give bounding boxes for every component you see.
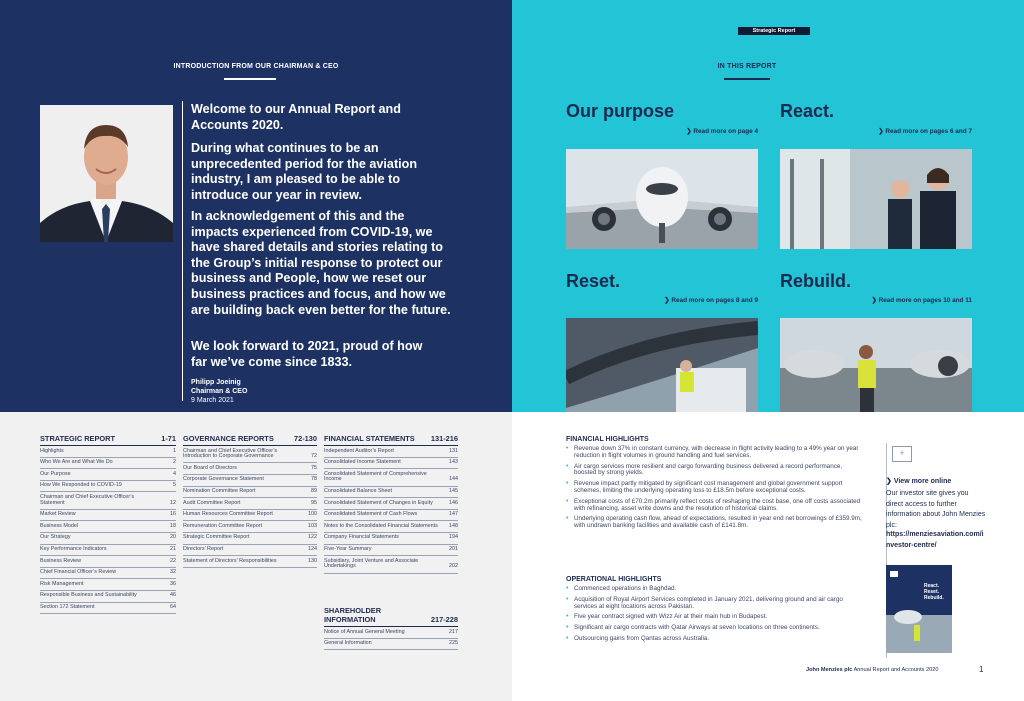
toc-section-header bbox=[183, 434, 317, 446]
toc-entry-title: Our Purpose bbox=[40, 470, 71, 477]
highlight-item: • Five year contract signed with Wizz Air at their main hub in Budapest. bbox=[566, 614, 866, 621]
signature-role: Chairman & CEO bbox=[191, 388, 248, 395]
chevron-right-icon: ❯ bbox=[871, 297, 879, 304]
online-text: Our investor site gives you direct access to further information about John Menzies plc: bbox=[886, 490, 986, 529]
toc-entry-title: How We Responded to COVID-19 bbox=[40, 482, 122, 489]
toc-entry[interactable] bbox=[183, 556, 317, 568]
toc-entry-page: 36 bbox=[170, 580, 176, 587]
toc-entry[interactable] bbox=[183, 510, 317, 522]
toc-entry-title: Consolidated Statement of Cash Flows bbox=[324, 511, 418, 518]
toc-entry-page: 72 bbox=[311, 453, 317, 460]
chevron-right-icon: ❯ bbox=[664, 297, 672, 304]
kicker-rule bbox=[224, 78, 276, 80]
toc-entry[interactable] bbox=[40, 492, 176, 509]
toc-entry-page: 46 bbox=[170, 592, 176, 599]
toc-entry[interactable] bbox=[324, 533, 458, 545]
toc-entry-page: 100 bbox=[308, 511, 317, 518]
toc-entry-page: 201 bbox=[449, 546, 458, 553]
toc-section-range: 131-216 bbox=[430, 434, 458, 443]
toc-entry-title: Subsidiary, Joint Venture and Associate Undertakings bbox=[324, 557, 419, 570]
chevron-right-icon: ❯ bbox=[886, 478, 894, 485]
toc-entry-title: Key Performance Indicators bbox=[40, 546, 107, 553]
signature-name: Philipp Joeinig bbox=[191, 379, 241, 386]
toc-entry-page: 64 bbox=[170, 604, 176, 611]
highlight-item: • Underlying operating cash flow, ahead of expectations, resulted in year end net borrowings of £359.9m, with undrawn banking facilities and available cash of £141.8m. bbox=[566, 516, 866, 530]
toc-entry-page: 217 bbox=[449, 628, 458, 635]
toc-section-title: SHAREHOLDER INFORMATION bbox=[324, 606, 382, 624]
toc-entry-page: 194 bbox=[449, 534, 458, 541]
toc-entry-title: Our Strategy bbox=[40, 534, 71, 541]
toc-entry-page: 5 bbox=[173, 482, 176, 489]
footer-company: John Menzies plc bbox=[806, 667, 853, 673]
operational-highlights-title: OPERATIONAL HIGHLIGHTS bbox=[566, 576, 662, 583]
toc-section-header bbox=[40, 434, 176, 446]
toc-entry[interactable] bbox=[40, 556, 176, 568]
toc-entry-page: 4 bbox=[173, 470, 176, 477]
toc-entry[interactable] bbox=[183, 521, 317, 533]
toc-entry-page: 75 bbox=[311, 464, 317, 471]
toc-entry-title: General Information bbox=[324, 640, 372, 647]
toc-entry[interactable] bbox=[324, 469, 458, 486]
toc-entry-title: Risk Management bbox=[40, 580, 84, 587]
toc-entry[interactable] bbox=[40, 545, 176, 557]
toc-entry-page: 131 bbox=[449, 447, 458, 454]
page-footer bbox=[806, 667, 938, 673]
toc-entry[interactable] bbox=[324, 521, 458, 533]
monitor-plus-icon: + bbox=[892, 446, 912, 462]
photo-ground-crew bbox=[780, 318, 972, 412]
toc-entry[interactable] bbox=[40, 458, 176, 470]
toc-entry[interactable] bbox=[324, 639, 458, 651]
highlight-item: • Exceptional costs of £70.2m primarily reflect costs of reshaping the cost base, one off costs associated with refinancing, asset write downs and the resolution of historical claims. bbox=[566, 499, 866, 513]
highlight-item: • Air cargo services more resilient and cargo forwarding business delivered a record performance, boosted by strong yields. bbox=[566, 464, 866, 478]
toc-entry-title: Consolidated Income Statement bbox=[324, 459, 401, 466]
toc-entry-title: Statement of Directors’ Responsibilities bbox=[183, 557, 277, 564]
toc-entry-page: 202 bbox=[449, 563, 458, 570]
toc-financial bbox=[324, 434, 458, 574]
toc-governance bbox=[183, 434, 317, 568]
highlight-item: • Revenue impact partly mitigated by significant cost management and global government support schemes, limiting the underlying operating loss to £18.5m before exceptional costs. bbox=[566, 481, 866, 495]
financial-highlights-title: FINANCIAL HIGHLIGHTS bbox=[566, 436, 649, 443]
read-more-link[interactable]: ❯ Read more on pages 6 and 7 bbox=[878, 128, 972, 135]
toc-entry-title: Consolidated Statement of Changes in Equity bbox=[324, 499, 433, 506]
section-tag: Strategic Report bbox=[738, 27, 810, 35]
report-kicker: IN THIS REPORT bbox=[717, 63, 777, 70]
kicker-rule bbox=[724, 78, 770, 80]
toc-entry-page: 147 bbox=[449, 511, 458, 518]
toc-entry[interactable] bbox=[40, 603, 176, 615]
toc-entry[interactable] bbox=[324, 487, 458, 499]
photo-aircraft-front bbox=[566, 149, 758, 249]
toc-section-range: 1-71 bbox=[161, 434, 176, 443]
page-number: 1 bbox=[979, 665, 984, 674]
intro-kicker: INTRODUCTION FROM OUR CHAIRMAN & CEO bbox=[173, 63, 339, 70]
toc-entry-page: 122 bbox=[308, 534, 317, 541]
toc-entry[interactable] bbox=[324, 446, 458, 458]
toc-entry[interactable] bbox=[40, 446, 176, 458]
toc-entry[interactable] bbox=[183, 446, 317, 463]
toc-entry-title: Consolidated Balance Sheet bbox=[324, 488, 393, 495]
investor-url-link[interactable]: https://menziesaviation.com/investor-centre/ bbox=[886, 531, 984, 549]
read-more-link[interactable]: ❯ Read more on page 4 bbox=[686, 128, 758, 135]
toc-entry[interactable] bbox=[183, 498, 317, 510]
toc-entry[interactable] bbox=[183, 487, 317, 499]
chevron-right-icon: ❯ bbox=[686, 128, 694, 135]
toc-section-header bbox=[324, 606, 458, 627]
toc-entry-title: Who We Are and What We Do bbox=[40, 459, 113, 466]
toc-entry-title: Independent Auditor’s Report bbox=[324, 447, 394, 454]
toc-entry-title: Remuneration Committee Report bbox=[183, 522, 263, 529]
toc-entry-page: 146 bbox=[449, 499, 458, 506]
toc-entry-title: Business Review bbox=[40, 557, 82, 564]
toc-entry-title: Strategic Committee Report bbox=[183, 534, 250, 541]
toc-entry-title: Nomination Committee Report bbox=[183, 488, 256, 495]
toc-entry-page: 148 bbox=[449, 522, 458, 529]
toc-section-header bbox=[324, 434, 458, 446]
chevron-right-icon: ❯ bbox=[878, 128, 886, 135]
toc-entry-page: 22 bbox=[170, 557, 176, 564]
toc-entry-page: 2 bbox=[173, 459, 176, 466]
toc-entry[interactable] bbox=[324, 498, 458, 510]
toc-entry-page: 225 bbox=[449, 640, 458, 647]
view-more-online-link[interactable]: ❯ View more online bbox=[886, 478, 952, 485]
toc-entry-page: 32 bbox=[170, 569, 176, 576]
right-page bbox=[512, 0, 1024, 701]
divider-line bbox=[182, 101, 183, 401]
toc-entry[interactable] bbox=[183, 475, 317, 487]
toc-strategic bbox=[40, 434, 176, 614]
toc-entry-page: 95 bbox=[311, 499, 317, 506]
highlight-item: • Outsourcing gains from Qantas across Australia. bbox=[566, 636, 866, 643]
toc-entry-page: 103 bbox=[308, 522, 317, 529]
toc-entry-title: Notice of Annual General Meeting bbox=[324, 628, 405, 635]
highlight-item: • Acquisition of Royal Airport Services completed in January 2021, delivering ground and air cargo services at eight locations across Pakistan. bbox=[566, 597, 866, 611]
toc-entry-page: 89 bbox=[311, 488, 317, 495]
toc-entry-title: Responsible Business and Sustainability bbox=[40, 592, 137, 599]
signature-date: 9 March 2021 bbox=[191, 397, 234, 404]
toc-entry[interactable] bbox=[324, 627, 458, 639]
in-this-report-panel bbox=[512, 0, 1024, 412]
toc-entry[interactable] bbox=[183, 545, 317, 557]
toc-entry-page: 124 bbox=[308, 546, 317, 553]
toc-entry-page: 130 bbox=[308, 557, 317, 564]
toc-entry-title: Notes to the Consolidated Financial Statements bbox=[324, 522, 438, 529]
toc-entry-title: Business Model bbox=[40, 522, 79, 529]
report-cover-thumbnail bbox=[886, 565, 952, 653]
photo-staff-react bbox=[780, 149, 972, 249]
toc-entry[interactable] bbox=[324, 510, 458, 522]
toc-section-title: FINANCIAL STATEMENTS bbox=[324, 434, 415, 443]
toc-entry-title: Consolidated Statement of Comprehensive Income bbox=[324, 470, 427, 483]
toc-shareholder bbox=[324, 606, 458, 650]
toc-entry[interactable] bbox=[40, 591, 176, 603]
toc-section-range: 217-228 bbox=[430, 615, 458, 624]
toc-entry[interactable] bbox=[324, 458, 458, 470]
toc-section-title: GOVERNANCE REPORTS bbox=[183, 434, 274, 443]
toc-entry[interactable] bbox=[183, 533, 317, 545]
read-more-link[interactable]: ❯ Read more on pages 8 and 9 bbox=[664, 297, 758, 304]
cover-title: React. Reset. Rebuild. bbox=[924, 583, 944, 601]
toc-entry[interactable] bbox=[183, 463, 317, 475]
toc-entry-page: 143 bbox=[449, 459, 458, 466]
toc-entry[interactable] bbox=[40, 510, 176, 522]
financial-highlights-list bbox=[566, 446, 866, 534]
toc-entry[interactable] bbox=[40, 469, 176, 481]
toc-entry-title: Human Resources Committee Report bbox=[183, 511, 273, 518]
intro-paragraph-4: We look forward to 2021, proud of how far we’ve come since 1833. bbox=[191, 339, 423, 369]
topic-our-purpose: Our purpose bbox=[566, 101, 675, 121]
highlight-item: • Commenced operations in Baghdad. bbox=[566, 586, 866, 593]
topic-react: React. bbox=[780, 101, 835, 121]
toc-section-title: STRATEGIC REPORT bbox=[40, 434, 116, 443]
photo-cargo-loading bbox=[566, 318, 758, 412]
toc-entry[interactable] bbox=[40, 568, 176, 580]
toc-entry-title: Corporate Governance Statement bbox=[183, 476, 264, 483]
intro-paragraph-2: During what continues to be an unprecedented period for the aviation industry, I am pleased to be able to introduce our year in review. bbox=[191, 141, 418, 202]
toc-entry-title: Chief Financial Officer’s Review bbox=[40, 569, 117, 576]
operational-highlights-list bbox=[566, 586, 866, 647]
toc-entry[interactable] bbox=[40, 533, 176, 545]
toc-entry-title: Market Review bbox=[40, 511, 76, 518]
toc-entry-title: Directors’ Report bbox=[183, 546, 224, 553]
toc-entry-title: Audit Committee Report bbox=[183, 499, 241, 506]
topic-reset: Reset. bbox=[566, 271, 621, 291]
topic-rebuild: Rebuild. bbox=[780, 271, 851, 291]
toc-entry-title: Chairman and Chief Executive Officer’s Statement bbox=[40, 493, 135, 506]
footer-report: Annual Report and Accounts 2020 bbox=[853, 667, 939, 673]
toc-entry[interactable] bbox=[40, 521, 176, 533]
toc-entry-title: Five-Year Summary bbox=[324, 546, 372, 553]
toc-entry[interactable] bbox=[40, 579, 176, 591]
toc-entry[interactable] bbox=[324, 556, 458, 573]
intro-paragraph-1: Welcome to our Annual Report and Accounts 2020. bbox=[191, 102, 401, 132]
toc-entry-page: 12 bbox=[170, 499, 176, 506]
intro-paragraph-3: In acknowledgement of this and the impacts experienced from COVID-19, we have shared details and stories relating to the Group’s initial response to protect our business and People, how we reset our business practices and focus, and how we are building back even better for the future. bbox=[191, 209, 451, 317]
toc-entry-page: 78 bbox=[311, 476, 317, 483]
toc-entry-page: 21 bbox=[170, 546, 176, 553]
toc-entry-page: 144 bbox=[449, 476, 458, 483]
toc-entry[interactable] bbox=[40, 481, 176, 493]
toc-entry-page: 18 bbox=[170, 522, 176, 529]
toc-section-range: 72-130 bbox=[293, 434, 317, 443]
toc-entry[interactable] bbox=[324, 545, 458, 557]
chairman-portrait bbox=[40, 105, 173, 242]
chairman-intro-panel bbox=[0, 0, 512, 412]
toc-entry-title: Section 172 Statement bbox=[40, 604, 95, 611]
read-more-link[interactable]: ❯ Read more on pages 10 and 11 bbox=[871, 297, 972, 304]
toc-entry-title: Chairman and Chief Executive Officer’s Introduction to Corporate Governance bbox=[183, 447, 278, 460]
toc-entry-title: Company Financial Statements bbox=[324, 534, 399, 541]
toc-entry-page: 20 bbox=[170, 534, 176, 541]
highlight-item: • Significant air cargo contracts with Qatar Airways at seven locations on three continents. bbox=[566, 625, 866, 632]
highlight-item: • Revenue down 37% in constant currency, with decrease in flight activity leading to a 49% year on year reduction in flight volumes in ground handling and fuel services. bbox=[566, 446, 866, 460]
toc-entry-page: 1 bbox=[173, 447, 176, 454]
toc-entry-title: Highlights bbox=[40, 447, 64, 454]
toc-entry-page: 16 bbox=[170, 511, 176, 518]
toc-entry-page: 145 bbox=[449, 488, 458, 495]
toc-entry-title: Our Board of Directors bbox=[183, 464, 237, 471]
